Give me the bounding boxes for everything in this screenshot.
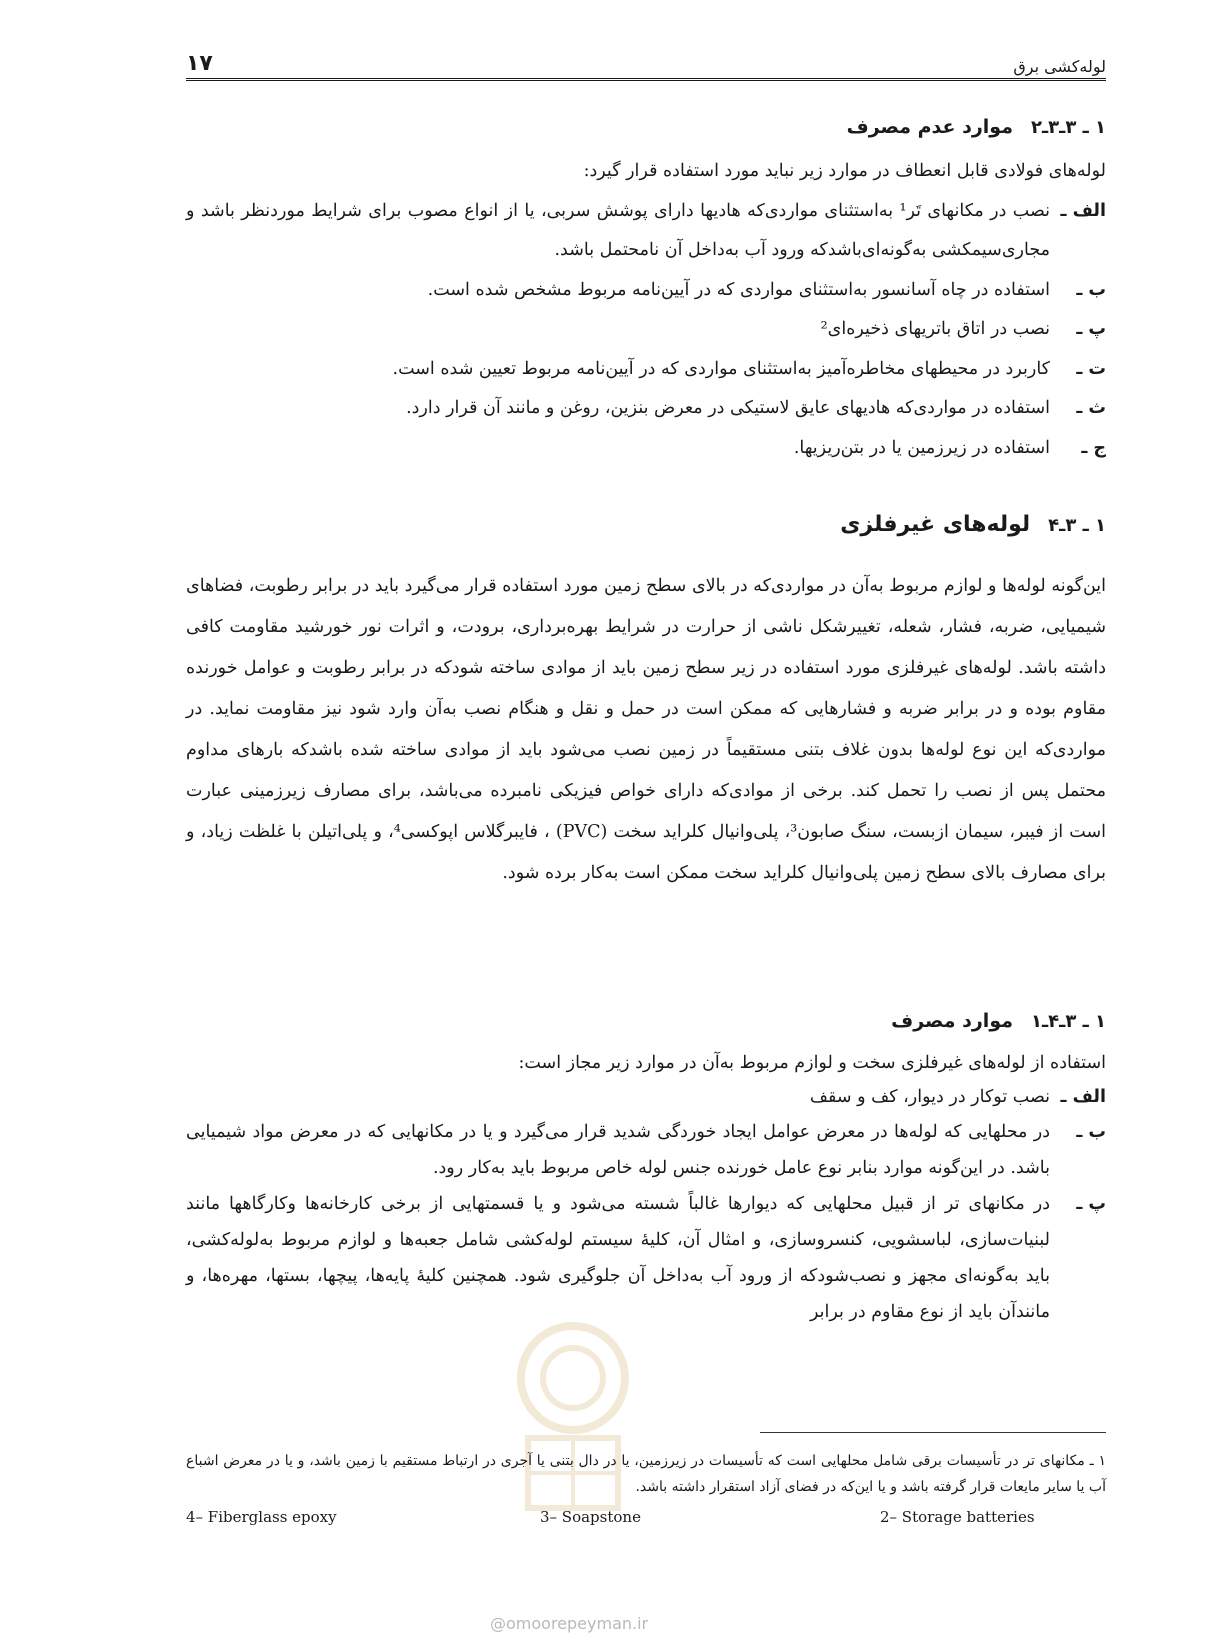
- section-heading: [186, 512, 1106, 566]
- item-marker: ب ـ: [1076, 279, 1106, 300]
- item-marker: ث ـ: [1076, 398, 1106, 418]
- list-item: [186, 350, 1106, 390]
- section-title: موارد عدم مصرف: [846, 116, 1013, 138]
- item-text: نصب در مکانهای تَر¹ به‌استثنای مواردی‌که هادیها دارای پوشش سربی، یا از انواع مصوب برای شرایط موردنظر باشد و مجاری‌سیمکشی به‌گونه‌ای‌باشدکه ورود آب به‌داخل آن نامحتمل باشد.: [186, 200, 1050, 260]
- section-number: ۱ ـ ۳ـ۴: [1048, 515, 1106, 536]
- item-marker: ت ـ: [1076, 358, 1106, 379]
- section-title: موارد مصرف: [891, 1010, 1013, 1032]
- section-not-used-cases: [186, 116, 1106, 468]
- item-marker: پ ـ: [1076, 1194, 1106, 1214]
- watermark-url: @omoorepeyman.ir: [490, 1614, 649, 1633]
- item-text: در محلهایی که لوله‌ها در معرض عوامل ایجاد خوردگی شدید قرار می‌گیرد و یا در مکانهایی که در معرض مواد شیمیایی باشد. در این‌گونه موارد بنابر نوع عامل خورنده جنس لوله خاص مربوط باید به‌کار رود.: [186, 1122, 1050, 1178]
- list-item: [186, 271, 1106, 311]
- item-marker: الف ـ: [1060, 1087, 1106, 1107]
- section-heading: [186, 116, 1106, 152]
- list-item: [186, 389, 1106, 429]
- running-title: لوله‌کشی برق: [1013, 57, 1106, 76]
- list-item: [186, 310, 1106, 350]
- list-item: [186, 429, 1106, 469]
- item-text: کاربرد در محیطهای مخاطره‌آمیز به‌استثنای مواردی که در آیین‌نامه مربوط تعیین شده است.: [392, 358, 1050, 379]
- list-item: [186, 1186, 1106, 1330]
- list-item: [186, 192, 1106, 271]
- section-number: ۱ ـ ۳ـ۳ـ۲: [1031, 117, 1106, 138]
- section-title: لوله‌های غیرفلزی: [840, 512, 1031, 537]
- item-text: استفاده در چاه آسانسور به‌استثنای مواردی که در آیین‌نامه مربوط مشخص شده است.: [427, 279, 1050, 300]
- page-number: ۱۷: [186, 51, 213, 76]
- section-number: ۱ ـ ۳ـ۴ـ۱: [1031, 1011, 1106, 1032]
- item-text: استفاده در زیرزمین یا در بتن‌ریزیها.: [793, 437, 1050, 458]
- section-non-metallic-pipes: [186, 512, 1106, 894]
- item-marker: الف ـ: [1060, 200, 1106, 221]
- item-text: نصب توکار در دیوار، کف و سقف: [809, 1087, 1050, 1107]
- running-header: [186, 44, 1106, 76]
- section-body: این‌گونه لوله‌ها و لوازم مربوط به‌آن در مواردی‌که در بالای سطح زمین مورد استفاده قرار می‌گیرد باید در برابر رطوبت، فضاهای شیمیایی، ضربه، فشار، شعله، تغییرشکل ناشی از حرارت در شرایط بهره‌برداری، برودت، و اثرات نور خورشید مقاومت کافی داشته باشد. لوله‌های غیرفلزی مورد استفاده در زیر سطح زمین باید از موادی ساخته شودکه در برابر رطوبت و عوامل خورنده مقاوم بوده و در برابر ضربه و فشارهایی که ممکن است در حمل و نقل و هنگام نصب به‌آن وارد شود نیز مقاومت نماید. در مواردی‌که این نوع لوله‌ها بدون غلاف بتنی مستقیماً در زمین نصب می‌شود باید از موادی ساخته شده باشدکه بارهای مداوم محتمل پس از نصب را تحمل کند. برخی از موادی‌که دارای خواص فیزیکی نامبرده می‌باشد، برای مصارف زیرزمینی عبارت است از فیبر، سیمان ازبست، سنگ صابون³، پلی‌وانیال کلراید سخت (PVC) ، فایبرگلاس اپوکسی⁴، و پلی‌اتیلن با غلظت زیاد، و برای مصارف بالای سطح زمین پلی‌وانیال کلراید سخت ممکن است به‌کار برده شود.: [186, 576, 1106, 883]
- section-intro: لوله‌های فولادی قابل انعطاف در موارد زیر نباید مورد استفاده قرار گیرد:: [583, 161, 1106, 181]
- item-marker: ب ـ: [1076, 1122, 1106, 1142]
- footnote-3: 3– Soapstone: [540, 1508, 641, 1526]
- item-marker: ج ـ: [1081, 437, 1106, 458]
- footnote-rule: [760, 1432, 1106, 1433]
- section-use-cases: [186, 1010, 1106, 1330]
- item-marker: پ ـ: [1076, 319, 1106, 339]
- section-heading: [186, 1010, 1106, 1046]
- item-text: در مکانهای تر از قبیل محلهایی که دیوارها غالباً شسته می‌شود و یا قسمتهایی از برخی کارخانه‌ها وکارگاهها مانند لبنیات‌سازی، لباسشویی، کنسروسازی، و امثال آن، کلیهٔ سیستم لوله‌کشی شامل جعبه‌ها و لوازم مربوط به‌لوله‌کشی، باید به‌گونه‌ای مجهز و نصب‌شودکه از ورود آب به‌داخل آن جلوگیری شود. همچنین کلیهٔ پایه‌ها، پیچها، بستها، مهره‌ها، و مانندآن باید از نوع مقاوم در برابر: [186, 1194, 1050, 1322]
- footnote-2: 2– Storage batteries: [880, 1508, 1035, 1526]
- header-rule: [186, 78, 1106, 83]
- section-intro: استفاده از لوله‌های غیرفلزی سخت و لوازم مربوط به‌آن در موارد زیر مجاز است:: [518, 1053, 1106, 1073]
- footnote-4: 4– Fiberglass epoxy: [186, 1508, 337, 1526]
- list-item: [186, 1080, 1106, 1114]
- item-text: استفاده در مواردی‌که هادیهای عایق لاستیکی در معرض بنزین، روغن و مانند آن قرار دارد.: [406, 398, 1050, 418]
- item-text: نصب در اتاق باتریهای ذخیره‌ای²: [820, 319, 1050, 339]
- footnote-1: ۱ ـ مکانهای تر در تأسیسات برقی شامل محلهایی است که تأسیسات در زیرزمین، یا در دال بتنی یا آجری در ارتباط مستقیم با زمین باشد، و یا در معرض اشباع آب یا سایر مایعات قرار گرفته باشد و یا این‌که در فضای آزاد استقرار داشته باشد.: [186, 1453, 1106, 1495]
- list-item: [186, 1114, 1106, 1186]
